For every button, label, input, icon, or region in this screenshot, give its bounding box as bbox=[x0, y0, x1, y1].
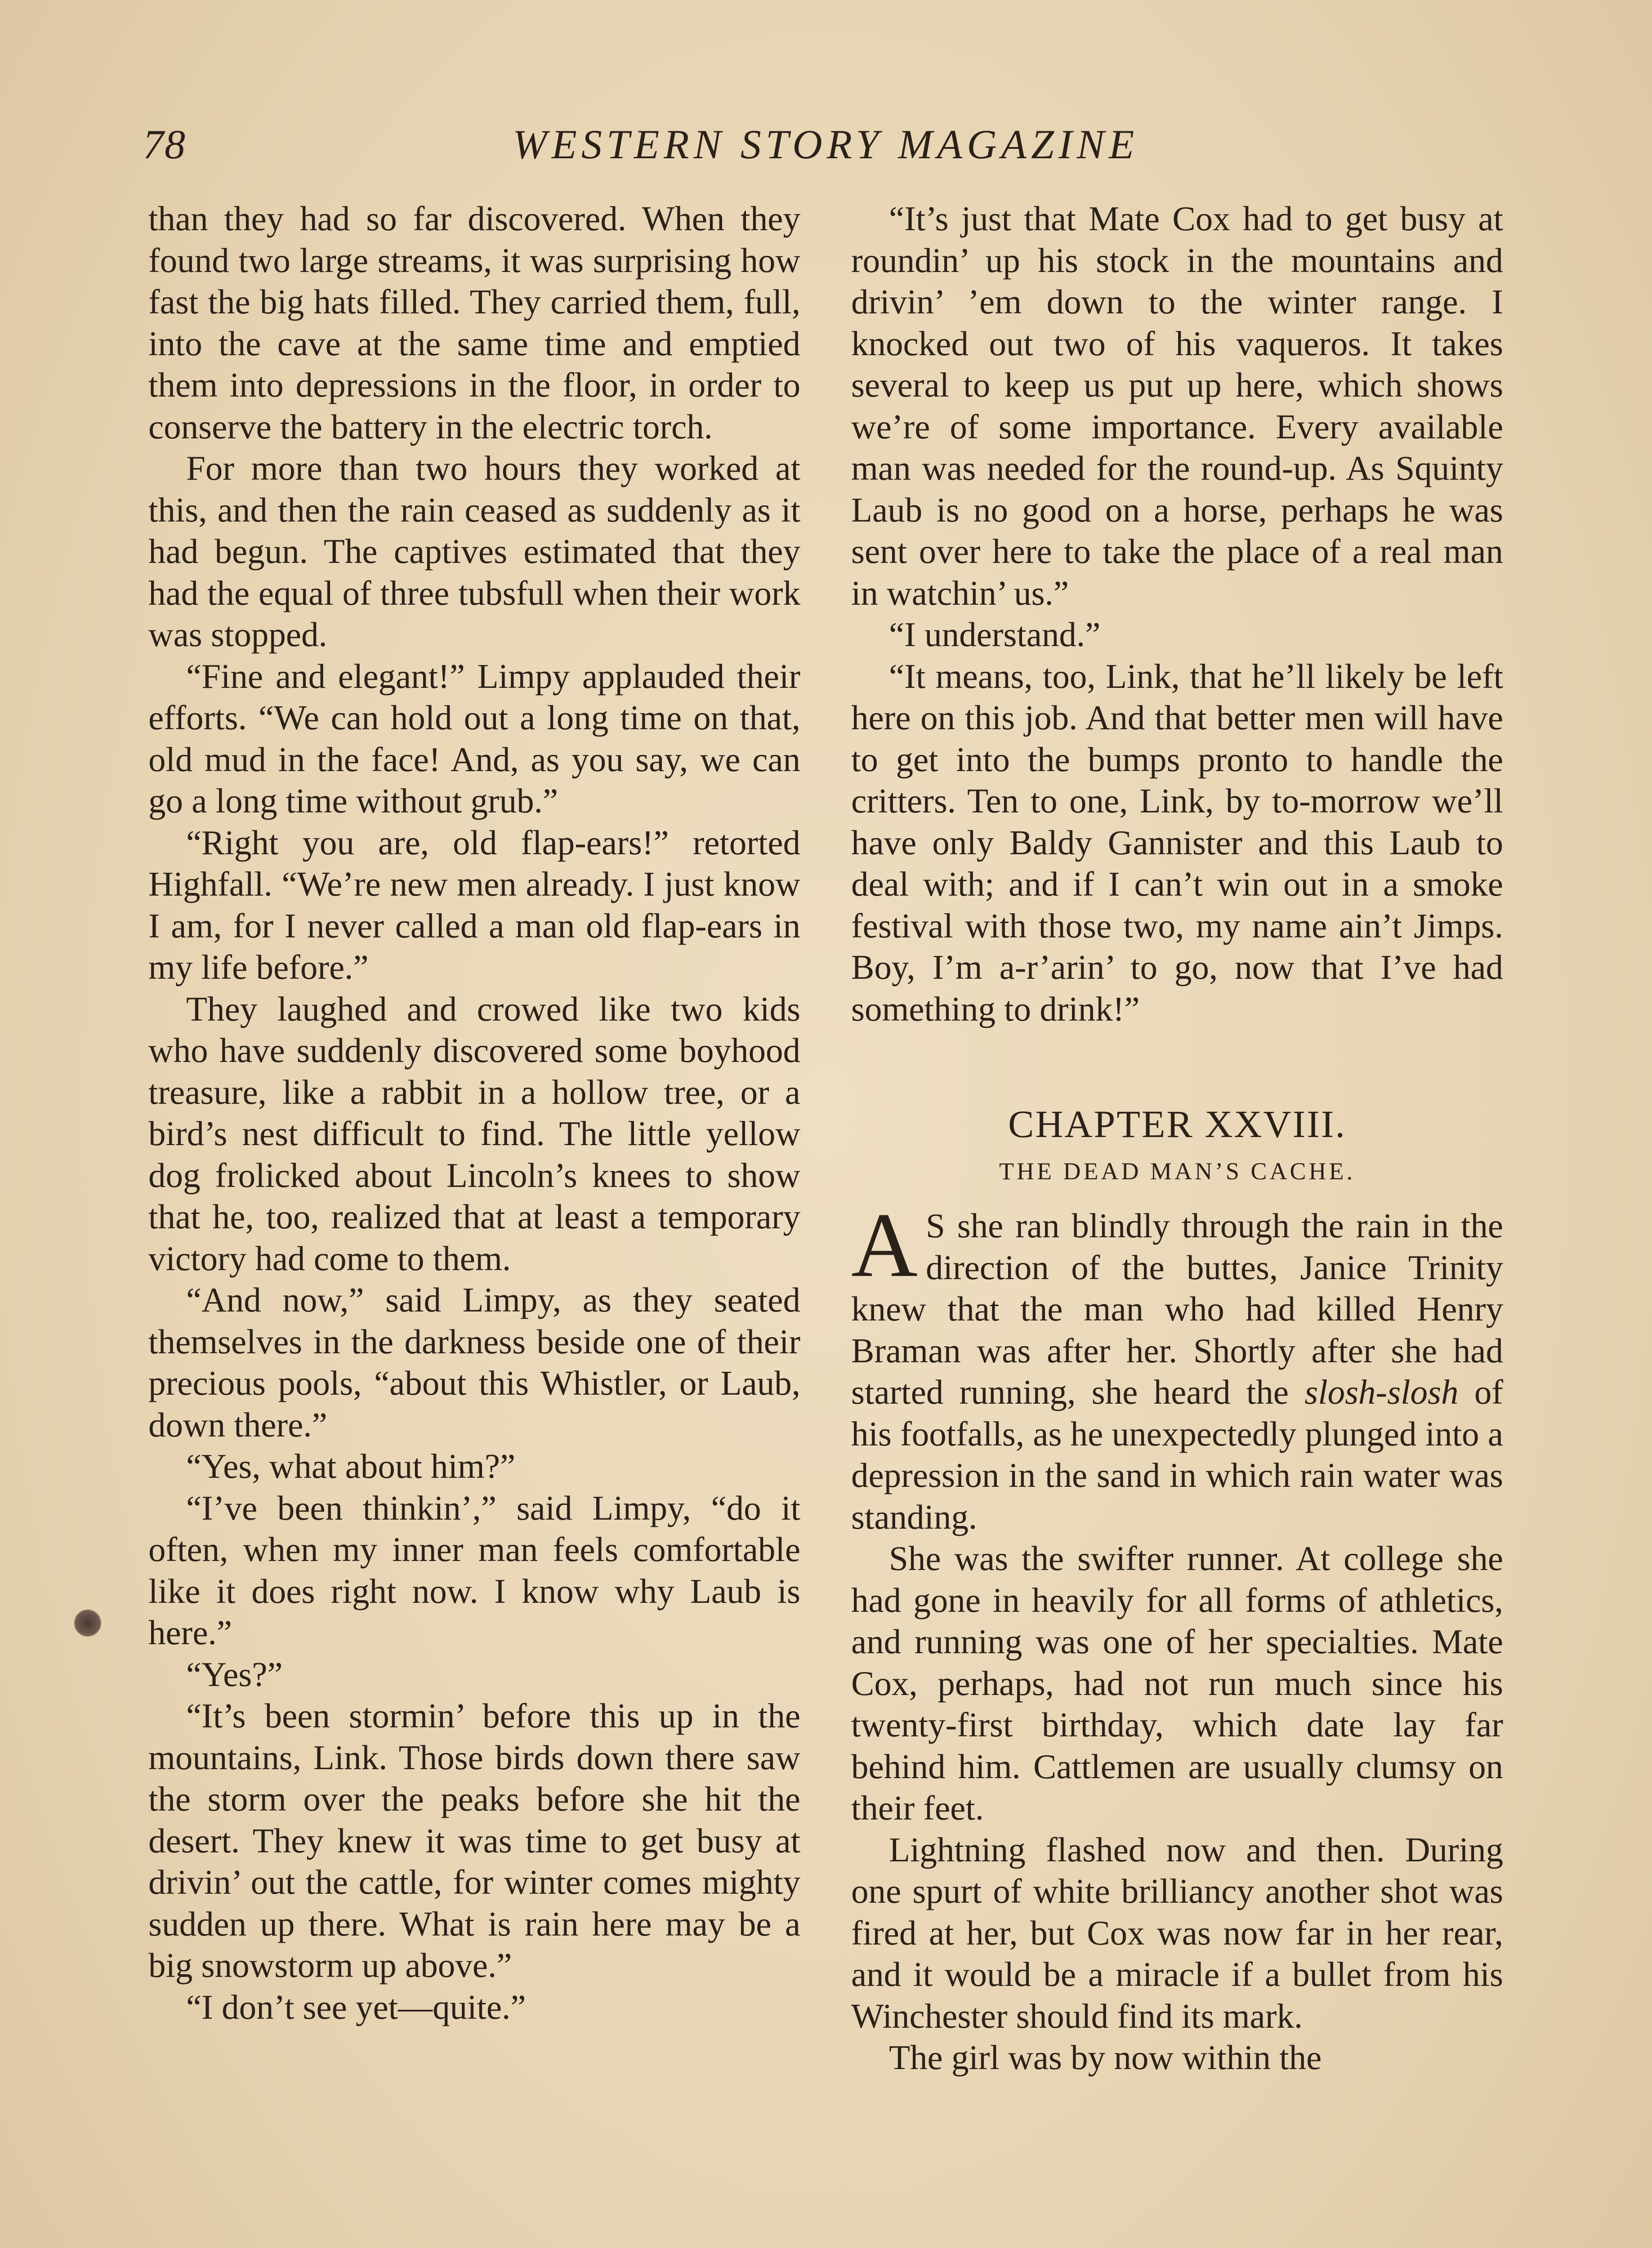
paragraph: The girl was by now within the bbox=[889, 2038, 1322, 2077]
paragraph: Lightning flashed now and then. During one spurt of white brilliancy another shot was fired at her, but Cox was now far in her rear, and it would be a miracle if a bullet from his Winchester should find its mark. bbox=[851, 1830, 1503, 2035]
paragraph: “I understand.” bbox=[889, 615, 1101, 654]
paragraph: She was the swifter runner. At college she had gone in heavily for all forms of athletics, and running was one of her specialties. Mate Cox, perhaps, had not run much since his twenty-first birthday, which date lay far behind him. Cattlemen are usually clumsy on their feet. bbox=[851, 1539, 1503, 1827]
paragraph: “It means, too, Link, that he’ll likely be left here on this job. And that better men will have to get into the bumps pronto to handle the critters. Ten to one, Link, by to-morrow we’ll have only Baldy Gannister and this Laub to deal with; and if I can’t win out in a smoke festival with those two, my name ain’t Jimps. Boy, I’m a-r’arin’ to go, now that I’ve had something to drink!” bbox=[851, 656, 1503, 1028]
paragraph: “Yes, what about him?” bbox=[186, 1447, 516, 1485]
paragraph: “Yes?” bbox=[186, 1655, 283, 1694]
paragraph: “Fine and elegant!” Limpy applauded their efforts. “We can hold out a long time on that, old mud in the face! And, as you say, we can go a long time without grub.” bbox=[148, 656, 800, 820]
paragraph: “It’s just that Mate Cox had to get busy at roundin’ up his stock in the mountains and drivin’ ’em down to the winter range. I knocked out two of his vaqueros. It takes several to keep us put up here, which shows we’re of some importance. Every available man was needed for the round-up. As Squinty Laub is no good on a horse, perhaps he was sent over here to take the place of a real man in watchin’ us.” bbox=[851, 199, 1503, 612]
paragraph: For more than two hours they worked at this, and then the rain ceased as suddenly as it had begun. The captives estimated that they had the equal of three tubsfull when their work was stopped. bbox=[148, 449, 800, 654]
paper-stain bbox=[74, 1610, 101, 1637]
page-number: 78 bbox=[143, 121, 186, 167]
italic-text-run: slosh-slosh bbox=[1304, 1373, 1459, 1411]
paragraph: “I’ve been thinkin’,” said Limpy, “do it often, when my inner man feels comfortable like it does right now. I know why Laub is here.” bbox=[148, 1488, 800, 1652]
paragraph: “Right you are, old flap-ears!” retorted Highfall. “We’re new men already. I just know I am, for I never called a man old flap-ears in my life before.” bbox=[148, 823, 800, 986]
paragraph: than they had so far discovered. When they found two large streams, it was surprising how fast the big hats filled. They carried them, full, into the cave at the same time and emptied them into depressions in the floor, in order to conserve the battery in the electric torch. bbox=[148, 199, 800, 446]
chapter-heading: CHAPTER XXVIII. bbox=[1008, 1102, 1347, 1146]
left-column bbox=[148, 198, 800, 2028]
chapter-subtitle: THE DEAD MAN’S CACHE. bbox=[999, 1158, 1355, 1185]
text-run: S she ran blindly through the rain in the direction of the buttes, Janice Trinity knew that the man who had killed Henry Braman was after her. Shortly after she had started running, she heard the bbox=[851, 1206, 1503, 1411]
chapter-opening-paragraph bbox=[851, 1194, 1503, 1538]
paragraph: “It’s been stormin’ before this up in the mountains, Link. Those birds down there saw the storm over the peaks before she hit the desert. They knew it was time to get busy at drivin’ out the cattle, for winter comes mighty sudden up there. What is rain here may be a big snowstorm up above.” bbox=[148, 1696, 800, 1985]
paragraph: “And now,” said Limpy, as they seated themselves in the darkness beside one of their precious pools, “about this Whistler, or Laub, down there.” bbox=[148, 1280, 800, 1444]
running-head: WESTERN STORY MAGAZINE bbox=[513, 121, 1139, 167]
drop-cap: A bbox=[851, 1194, 918, 1296]
paragraph: They laughed and crowed like two kids who have suddenly discovered some boyhood treasure, like a rabbit in a hollow tree, or a bird’s nest difficult to find. The little yellow dog frolicked about Lincoln’s knees to show that he, too, realized that at least a temporary victory had come to them. bbox=[148, 989, 800, 1278]
text-run: of his footfalls, as he unexpectedly plunged into a depression in the sand in which rain water was standing. bbox=[851, 1373, 1503, 1536]
right-column bbox=[851, 198, 1503, 2079]
paragraph: “I don’t see yet—quite.” bbox=[186, 1987, 526, 2026]
